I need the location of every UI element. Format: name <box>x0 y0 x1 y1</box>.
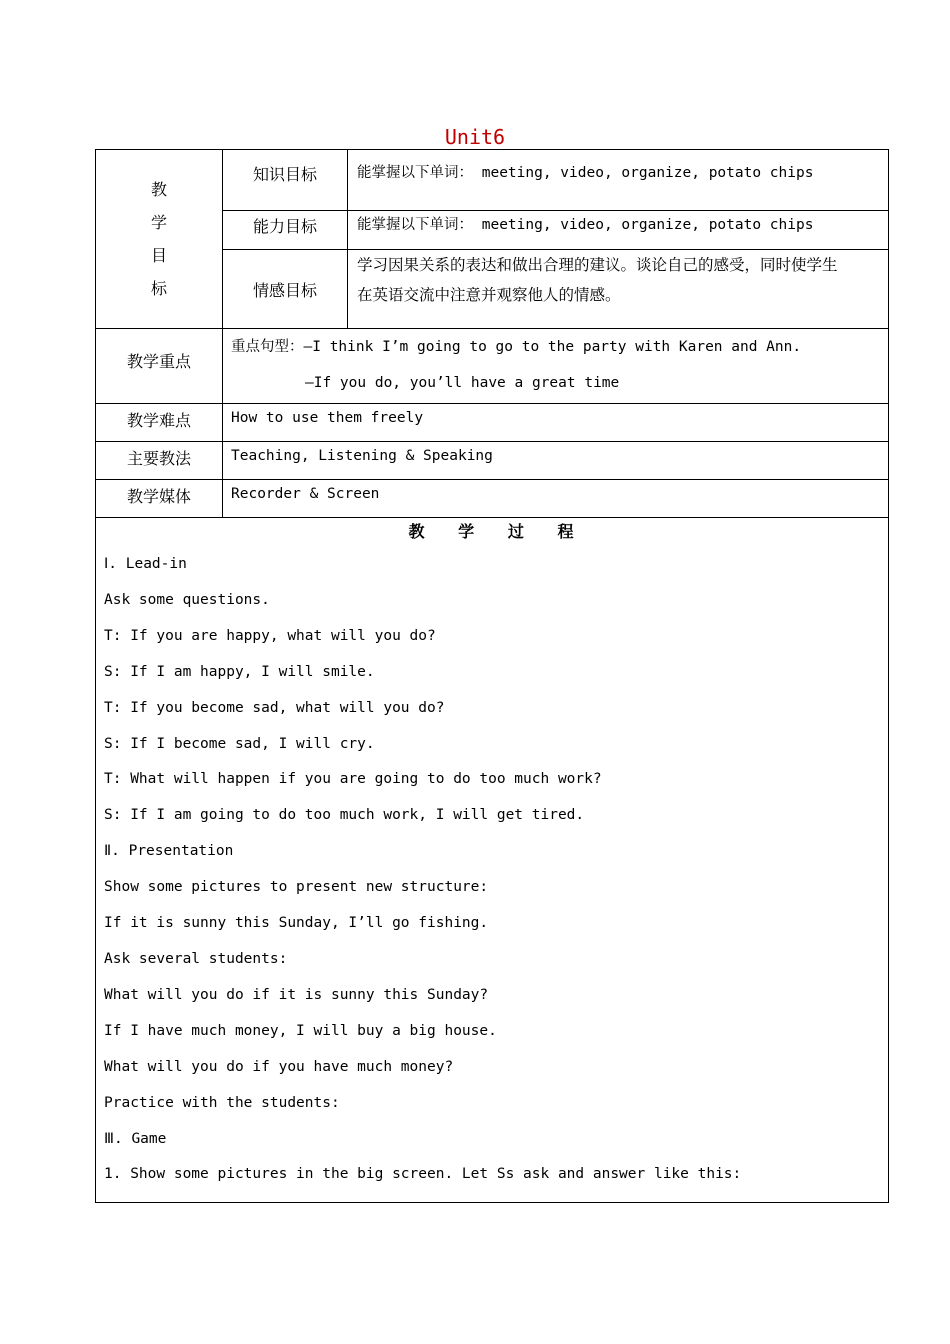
process-line: S: If I am happy, I will smile. <box>104 663 375 680</box>
process-line: 1. Show some pictures in the big screen. Let Ss ask and answer like this: <box>104 1166 742 1183</box>
process-lines <box>96 545 888 1193</box>
process-line: Ask several students: <box>104 950 288 967</box>
process-line: T: If you are happy, what will you do? <box>104 627 436 644</box>
process-heading: 教 学 过 程 <box>408 522 576 541</box>
key-points-line-2: —If you do, you’ll have a great time <box>305 375 620 391</box>
process-line: If it is sunny this Sunday, I’ll go fishing. <box>104 915 489 932</box>
process-line: What will you do if it is sunny this Sunday? <box>104 986 489 1003</box>
difficulties-label: 教学难点 <box>96 404 223 442</box>
key-points-content <box>223 329 889 404</box>
ability-objective-label: 能力目标 <box>223 211 348 250</box>
knowledge-objective-text: 能掌握以下单词： meeting, video, organize, potato chips <box>348 150 889 211</box>
lesson-plan-table <box>95 149 889 1203</box>
ability-objective-text: 能掌握以下单词： meeting, video, organize, potato chips <box>348 211 889 250</box>
emotion-objective-line-1: 学习因果关系的表达和做出合理的建议。谈论自己的感受，同时使学生 <box>357 256 838 274</box>
process-line: Practice with the students: <box>104 1094 340 1111</box>
process-line: Ⅰ. Lead-in <box>104 556 187 572</box>
process-row <box>96 518 889 1203</box>
process-cell <box>96 518 889 1203</box>
knowledge-objective-label: 知识目标 <box>223 150 348 211</box>
process-line: S: If I become sad, I will cry. <box>104 735 375 752</box>
methods-label: 主要教法 <box>96 442 223 480</box>
objectives-char-2: 学 <box>150 213 167 232</box>
emotion-objective-line-2: 在英语交流中注意并观察他人的情感。 <box>357 286 621 304</box>
process-line: Show some pictures to present new structure: <box>104 879 489 896</box>
process-line: T: What will happen if you are going to do too much work? <box>104 771 602 788</box>
emotion-objective-label: 情感目标 <box>223 250 348 329</box>
process-line: If I have much money, I will buy a big house. <box>104 1022 497 1039</box>
objective-row-knowledge <box>96 150 889 211</box>
key-points-line-1: 重点句型：—I think I’m going to go to the party with Karen and Ann. <box>231 339 802 355</box>
objectives-char-1: 教 <box>150 180 167 199</box>
document-title: Unit6 <box>444 125 506 149</box>
process-line: Ⅲ. Game <box>104 1130 167 1147</box>
media-text: Recorder & Screen <box>223 480 889 518</box>
objectives-group-label <box>96 150 223 329</box>
process-line: S: If I am going to do too much work, I will get tired. <box>104 807 585 824</box>
objectives-char-3: 目 <box>150 246 167 265</box>
media-row <box>96 480 889 518</box>
process-line: T: If you become sad, what will you do? <box>104 699 445 716</box>
key-points-label: 教学重点 <box>96 329 223 404</box>
key-points-row <box>96 329 889 404</box>
process-line: Ask some questions. <box>104 591 270 608</box>
objectives-char-4: 标 <box>150 279 167 298</box>
difficulties-row <box>96 404 889 442</box>
process-line: What will you do if you have much money? <box>104 1058 454 1075</box>
methods-row <box>96 442 889 480</box>
emotion-objective-text <box>348 250 889 329</box>
difficulties-text: How to use them freely <box>223 404 889 442</box>
methods-text: Teaching, Listening & Speaking <box>223 442 889 480</box>
media-label: 教学媒体 <box>96 480 223 518</box>
process-line: Ⅱ. Presentation <box>104 843 234 860</box>
